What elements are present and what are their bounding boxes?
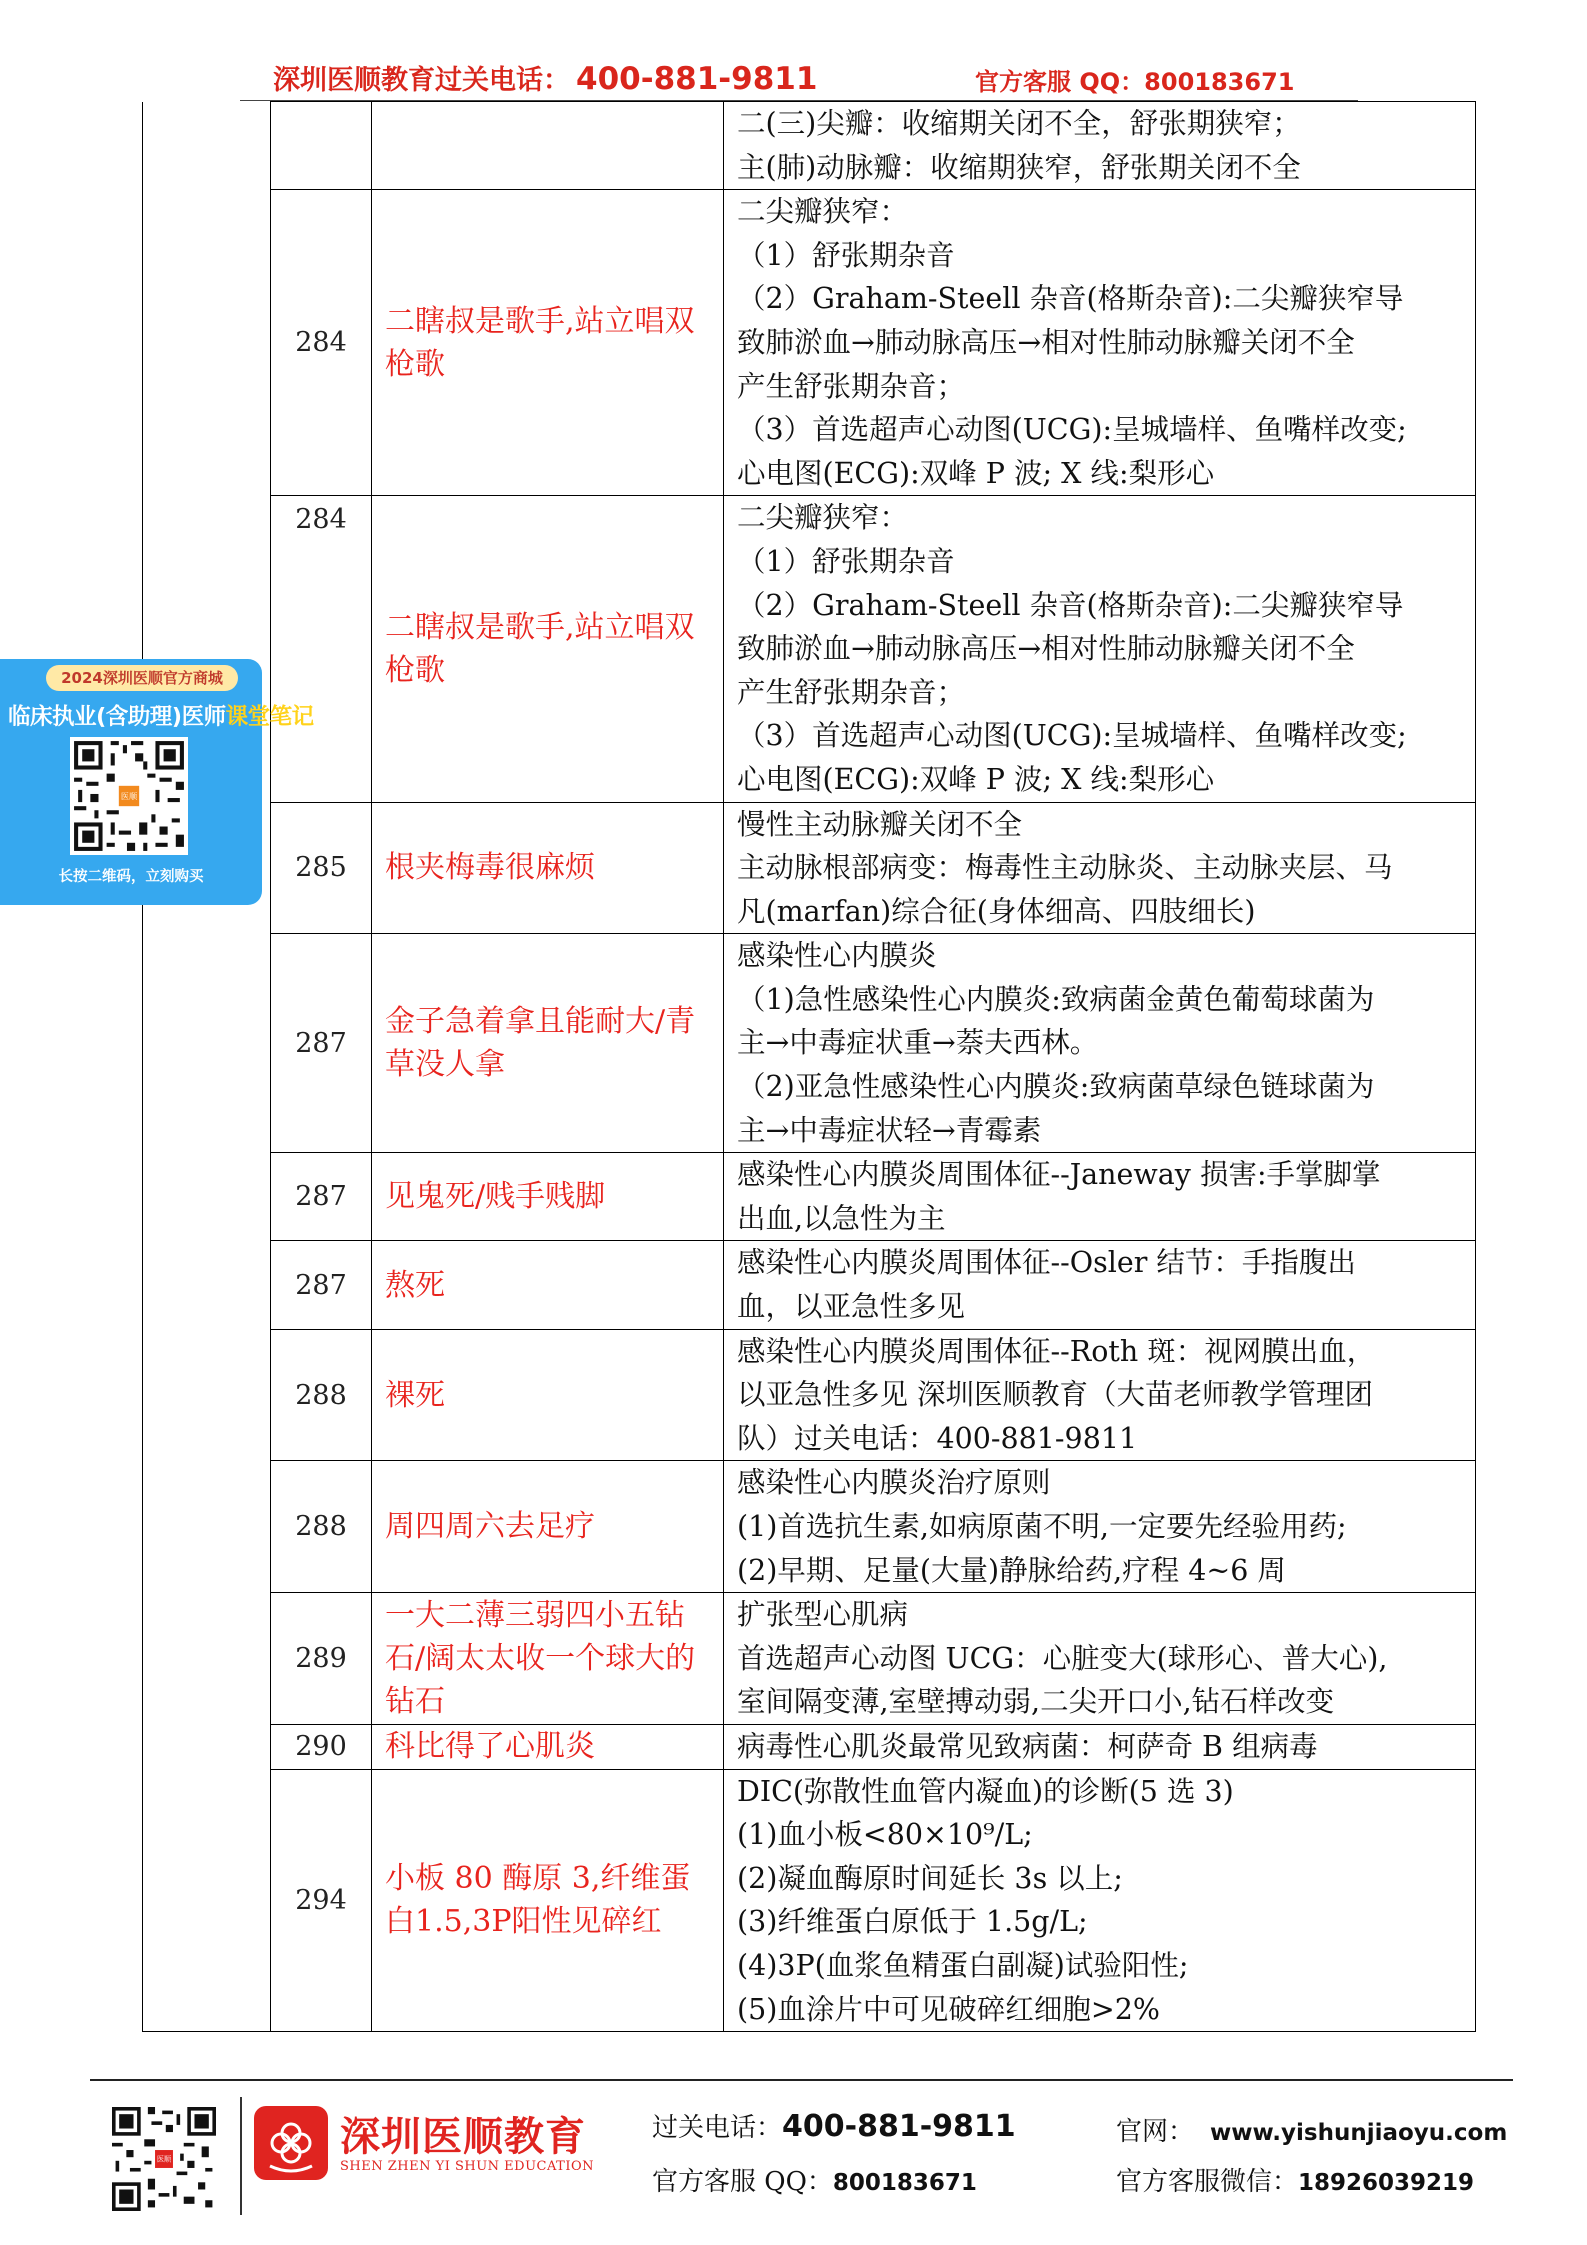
section-cell	[143, 934, 271, 1153]
header-phone-number: 400-881-9811	[576, 61, 818, 97]
content-cell	[724, 1153, 1476, 1241]
content-line: 致肺淤血→肺动脉高压→相对性肺动脉瓣关闭不全	[737, 325, 1355, 359]
table-row	[143, 102, 1476, 190]
content-line: (4)3P(血浆鱼精蛋白副凝)试验阳性;	[737, 1948, 1189, 1982]
table-body	[143, 102, 1476, 2032]
content-cell	[724, 934, 1476, 1153]
section-cell	[143, 102, 271, 190]
content-line: 产生舒张期杂音；	[737, 675, 966, 709]
page-number-cell: 287	[271, 934, 372, 1153]
header-qq	[975, 62, 1294, 97]
mnemonic-cell: 周四周六去足疗	[372, 1461, 724, 1593]
footer-wechat	[1116, 2161, 1474, 2198]
content-line: 主→中毒症状轻→青霉素	[737, 1113, 1042, 1147]
table-row	[143, 1769, 1476, 2032]
page-header	[0, 58, 1587, 102]
table-row	[143, 1461, 1476, 1593]
footer-site-label: 官网：	[1116, 2117, 1195, 2147]
promo-badge: 2024深圳医顺官方商城	[46, 665, 238, 691]
section-cell	[143, 1769, 271, 2032]
content-line: (2)早期、足量(大量)静脉给药,疗程 4~6 周	[737, 1553, 1286, 1587]
mnemonic-cell: 二瞎叔是歌手,站立唱双枪歌	[372, 496, 724, 802]
header-qq-number: 800183671	[1144, 68, 1295, 96]
section-cell	[143, 1593, 271, 1725]
section-cell	[143, 1461, 271, 1593]
promo-title-main: 临床执业(含助理)医师	[8, 704, 226, 730]
footer-phone-label: 过关电话：	[652, 2113, 783, 2143]
content-line: 感染性心内膜炎周围体征--Janeway 损害:手掌脚掌	[737, 1158, 1381, 1192]
content-cell	[724, 1593, 1476, 1725]
content-line: 出血,以急性为主	[737, 1201, 946, 1235]
content-line: 感染性心内膜炎治疗原则	[737, 1466, 1051, 1500]
content-line: 扩张型心肌病	[737, 1598, 909, 1632]
page-number-cell: 287	[271, 1153, 372, 1241]
content-cell	[724, 1724, 1476, 1769]
mnemonic-cell: 科比得了心肌炎	[372, 1724, 724, 1769]
footer-qq	[652, 2161, 977, 2198]
content-line: 二尖瓣狭窄：	[737, 195, 909, 229]
page-number-cell: 285	[271, 802, 372, 934]
content-cell	[724, 190, 1476, 496]
page-number-cell: 288	[271, 1461, 372, 1593]
table-row	[143, 1724, 1476, 1769]
section-cell	[143, 1329, 271, 1461]
content-line: 二尖瓣狭窄：	[737, 501, 909, 535]
mnemonic-cell: 熬死	[372, 1241, 724, 1329]
page-footer	[0, 2079, 1587, 2229]
mnemonic-cell: 一大二薄三弱四小五钻石/阔太太收一个球大的钻石	[372, 1593, 724, 1725]
footer-qq-number: 800183671	[832, 2170, 977, 2196]
footer-divider	[90, 2079, 1513, 2081]
footer-website	[1116, 2111, 1507, 2148]
page-number-cell: 289	[271, 1593, 372, 1725]
content-line: 血，以亚急性多见	[737, 1290, 966, 1324]
content-line: (1)首选抗生素,如病原菌不明,一定要先经验用药;	[737, 1510, 1347, 1543]
promo-title-highlight: 课堂笔记	[225, 704, 314, 730]
content-cell	[724, 102, 1476, 190]
page-number-cell: 284	[271, 190, 372, 496]
content-line: 感染性心内膜炎周围体征--Roth 斑：视网膜出血，	[737, 1334, 1376, 1368]
table-row	[143, 1241, 1476, 1329]
content-line: 室间隔变薄,室壁搏动弱,二尖开口小,钻石样改变	[737, 1685, 1335, 1719]
footer-phone-number: 400-881-9811	[782, 2109, 1016, 2144]
brand-name-en: SHEN ZHEN YI SHUN EDUCATION	[340, 2159, 594, 2174]
content-line: （2）Graham-Steell 杂音(格斯杂音):二尖瓣狭窄导	[737, 588, 1404, 622]
content-line: (2)凝血酶原时间延长 3s 以上;	[737, 1861, 1123, 1895]
page-number-cell: 294	[271, 1769, 372, 2032]
promo-qr-label: 医顺	[120, 790, 138, 801]
table-row	[143, 190, 1476, 496]
content-line: 心电图(ECG):双峰 P 波; X 线:梨形心	[737, 762, 1215, 796]
footer-separator	[240, 2097, 242, 2215]
content-line: 致肺淤血→肺动脉高压→相对性肺动脉瓣关闭不全	[737, 632, 1355, 666]
brand-name: 深圳医顺教育	[340, 2114, 586, 2160]
footer-wechat-label: 官方客服微信：	[1116, 2167, 1299, 2197]
content-line: （2)亚急性感染性心内膜炎:致病菌草绿色链球菌为	[737, 1070, 1375, 1104]
mnemonic-cell: 见鬼死/贱手贱脚	[372, 1153, 724, 1241]
content-line: （3）首选超声心动图(UCG):呈城墙样、鱼嘴样改变;	[737, 413, 1407, 447]
content-cell	[724, 1461, 1476, 1593]
content-line: 感染性心内膜炎	[737, 939, 937, 973]
header-phone-label: 深圳医顺教育过关电话：	[273, 65, 570, 96]
content-line: (5)血涂片中可见破碎红细胞>2%	[737, 1992, 1160, 2026]
brand-logo-icon	[254, 2106, 328, 2180]
content-cell	[724, 802, 1476, 934]
footer-phone	[652, 2107, 1016, 2144]
header-phone	[273, 58, 817, 97]
table-row	[143, 802, 1476, 934]
content-line: (1)血小板<80×10⁹/L;	[737, 1818, 1033, 1852]
page-number-cell	[271, 102, 372, 190]
section-cell	[143, 1724, 271, 1769]
section-cell	[143, 1241, 271, 1329]
content-line: 主动脉根部病变：梅毒性主动脉炎、主动脉夹层、马	[737, 851, 1393, 885]
mnemonic-cell: 根夹梅毒很麻烦	[372, 802, 724, 934]
content-line: 凡(marfan)综合征(身体细高、四肢细长)	[737, 894, 1256, 928]
promo-caption: 长按二维码，立刻购买	[58, 869, 204, 885]
footer-qr-label: 医顺	[156, 2154, 172, 2164]
page-number-cell: 288	[271, 1329, 372, 1461]
page-number-cell: 290	[271, 1724, 372, 1769]
content-line: 主(肺)动脉瓣：收缩期狭窄，舒张期关闭不全	[737, 150, 1301, 184]
page-number-cell: 287	[271, 1241, 372, 1329]
mnemonic-cell: 金子急着拿且能耐大/青草没人拿	[372, 934, 724, 1153]
content-line: 主→中毒症状重→萘夫西林。	[737, 1026, 1099, 1060]
table-row	[143, 1153, 1476, 1241]
mnemonic-table	[142, 101, 1476, 2032]
content-cell	[724, 1241, 1476, 1329]
content-line: 首选超声心动图 UCG：心脏变大(球形心、普大心),	[737, 1641, 1388, 1675]
content-cell	[724, 496, 1476, 802]
page-number-cell: 284	[271, 496, 372, 802]
mnemonic-cell: 二瞎叔是歌手,站立唱双枪歌	[372, 190, 724, 496]
promo-card[interactable]	[0, 659, 314, 905]
content-line: （1）舒张期杂音	[737, 544, 955, 578]
content-line: 心电图(ECG):双峰 P 波; X 线:梨形心	[737, 456, 1215, 490]
content-line: 二(三)尖瓣：收缩期关闭不全，舒张期狭窄；	[737, 107, 1301, 140]
content-line: 感染性心内膜炎周围体征--Osler 结节：手指腹出	[737, 1246, 1356, 1280]
mnemonic-cell: 小板 80 酶原 3,纤维蛋白1.5,3P阳性见碎红	[372, 1769, 724, 2032]
content-cell	[724, 1329, 1476, 1461]
content-line: DIC(弥散性血管内凝血)的诊断(5 选 3)	[737, 1774, 1234, 1808]
content-line: 队）过关电话：400-881-9811	[737, 1421, 1138, 1455]
content-cell	[724, 1769, 1476, 2032]
content-line: （1)急性感染性心内膜炎:致病菌金黄色葡萄球菌为	[737, 982, 1375, 1016]
promo-qr-code[interactable]	[70, 737, 188, 855]
content-line: （2）Graham-Steell 杂音(格斯杂音):二尖瓣狭窄导	[737, 282, 1404, 316]
footer-qr-code[interactable]	[112, 2107, 216, 2211]
mnemonic-cell	[372, 102, 724, 190]
content-line: （1）舒张期杂音	[737, 238, 955, 272]
mnemonic-cell: 裸死	[372, 1329, 724, 1461]
table-row	[143, 934, 1476, 1153]
table-row	[143, 1593, 1476, 1725]
header-qq-label: 官方客服 QQ：	[975, 68, 1145, 96]
content-line: 病毒性心肌炎最常见致病菌：柯萨奇 B 组病毒	[737, 1729, 1318, 1763]
content-line: 产生舒张期杂音；	[737, 369, 966, 403]
content-line: 慢性主动脉瓣关闭不全	[737, 807, 1023, 841]
content-line: 以亚急性多见 深圳医顺教育（大苗老师教学管理团	[737, 1378, 1374, 1412]
content-line: (3)纤维蛋白原低于 1.5g/L;	[737, 1905, 1088, 1939]
section-cell	[143, 1153, 271, 1241]
content-line: （3）首选超声心动图(UCG):呈城墙样、鱼嘴样改变;	[737, 719, 1407, 753]
promo-title	[8, 699, 314, 731]
table-row	[143, 496, 1476, 802]
section-cell	[143, 190, 271, 496]
table-row	[143, 1329, 1476, 1461]
footer-site-url[interactable]: www.yishunjiaoyu.com	[1210, 2120, 1508, 2146]
footer-wechat-number: 18926039219	[1298, 2170, 1475, 2196]
footer-qq-label: 官方客服 QQ：	[652, 2167, 833, 2197]
